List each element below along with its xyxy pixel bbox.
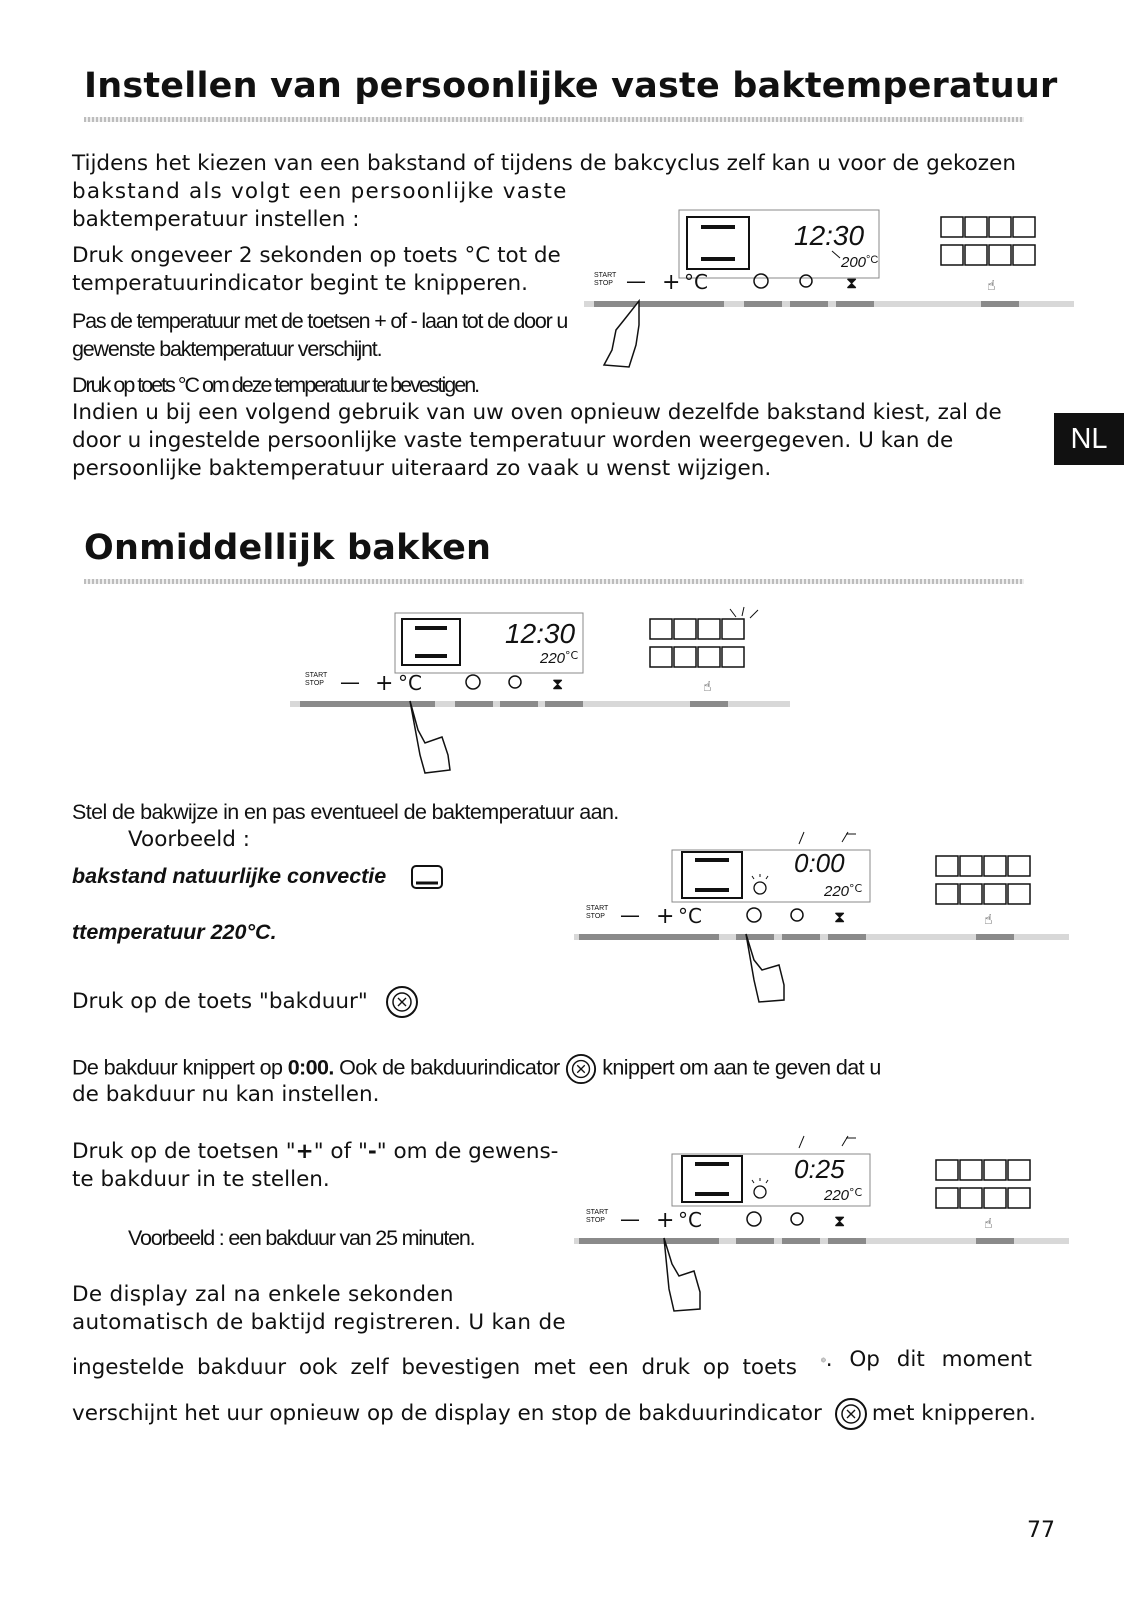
oven-mode-icon [682, 852, 742, 898]
display-4-time: 0:25 [794, 1154, 845, 1184]
example-label: Voorbeeld : [128, 827, 250, 852]
display-1-temp: 200 [841, 254, 867, 271]
oven-mode-icon [402, 619, 460, 665]
display-2-time: 12:30 [505, 618, 576, 649]
step-2-text: Pas de temperatuur met de toetsen + of - laan tot de door u gewenste baktemperatuur verschijnt. [72, 309, 568, 361]
press-duration-text: Druk op de toets "bakduur" [72, 985, 419, 1019]
intro-line-3: baktemperatuur instellen : [72, 207, 360, 232]
step-3-text: Druk op toets °C om deze temperatuur te bevestigen. [72, 373, 479, 397]
svg-text:+: + [656, 1208, 675, 1233]
key-labels-1 [594, 269, 996, 295]
display-3-time: 0:00 [794, 848, 845, 878]
outro-text: Indien u bij een volgend gebruik van uw oven opnieuw dezelfde bakstand kiest, zal de door u ingestelde persoonlijke vaste temperatuur worden weergegeven. U kan de persoonlijke baktemperatuur uiteraard zo vaak u wenst wijzigen. [72, 400, 1002, 481]
example-mode: bakstand natuurlijke convectie [72, 862, 446, 892]
blink-bold-value: 0:00. [287, 1055, 334, 1080]
example-25-minutes: Voorbeeld : een bakduur van 25 minuten. [128, 1226, 475, 1250]
set-mode-instruction: Stel de bakwijze in en pas eventueel de baktemperatuur aan. [72, 800, 619, 824]
svg-text:⧗: ⧗ [846, 273, 858, 292]
confirm-line-1: ingestelde bakduur ook zelf bevestigen met een druk op toets . Op dit moment [72, 1350, 1032, 1386]
svg-text:°C: °C [398, 671, 422, 695]
svg-text:STOP: STOP [594, 280, 613, 287]
pointing-hand-icon [410, 701, 450, 773]
svg-text:☝: ☝ [984, 1216, 993, 1232]
svg-text:START: START [586, 1209, 609, 1216]
pointing-hand-icon [746, 934, 784, 1002]
language-badge: NL [1054, 413, 1124, 465]
display-3 [672, 832, 870, 902]
function-icons-4 [936, 1160, 1030, 1208]
oven-mode-icon [682, 1156, 742, 1202]
key-labels-3 [586, 903, 993, 929]
display-1-time: 12:30 [794, 220, 865, 251]
key-labels-4 [586, 1207, 993, 1233]
svg-text:⧗: ⧗ [834, 1211, 846, 1230]
svg-text:+: + [375, 671, 394, 696]
svg-text:—: — [620, 903, 640, 927]
function-icons-2 [650, 607, 758, 667]
display-1-unit: °C [866, 254, 879, 266]
plus-minus-text: Druk op de toetsen "+" of "-" om de gewens- [72, 1139, 559, 1164]
minus-key-label: — [626, 269, 646, 293]
duration-indicator-icon [752, 874, 768, 894]
display-1 [679, 210, 879, 278]
svg-text:+: + [656, 904, 675, 929]
display-2-temp: 220 [540, 650, 566, 667]
auto-register-line-1: De display zal na enkele sekonden [72, 1282, 454, 1307]
page-number: 77 [1027, 1518, 1055, 1543]
control-panel-1 [584, 205, 1074, 375]
step-1-text: Druk ongeveer 2 sekonden op toets °C tot de temperatuurindicator begint te knipperen. [72, 243, 561, 296]
function-icons-3 [936, 856, 1030, 904]
plus-key-label: + [662, 270, 681, 295]
svg-text:STOP: STOP [305, 680, 324, 687]
duration-indicator-icon [565, 1053, 597, 1085]
control-panel-3 [574, 830, 1074, 1015]
svg-text:START: START [305, 672, 328, 679]
intro-line-2: bakstand als volgt een persoonlijke vaste [72, 179, 568, 204]
display-4-unit: °C [849, 1186, 863, 1199]
display-4 [672, 1136, 870, 1206]
section-title-personal-temp: Instellen van persoonlijke vaste baktemperatuur [84, 66, 1058, 106]
svg-text:—: — [620, 1207, 640, 1231]
svg-text:☝: ☝ [987, 278, 996, 294]
oven-mode-icon [687, 217, 749, 269]
display-2-unit: °C [565, 649, 579, 662]
convection-mode-icon [410, 862, 446, 892]
svg-text:☝: ☝ [703, 679, 712, 695]
start-stop-label: START [594, 272, 617, 279]
pointing-hand-icon [604, 301, 639, 367]
title-rule-2 [84, 579, 1024, 584]
pointing-hand-icon [664, 1238, 700, 1311]
svg-text:STOP: STOP [586, 1217, 605, 1224]
svg-text:☝: ☝ [984, 912, 993, 928]
duration-indicator-icon [834, 1397, 868, 1431]
svg-text:⧗: ⧗ [834, 907, 846, 926]
title-rule [84, 117, 1024, 122]
blink-text: De bakduur knippert op 0:00. Ook de bakduurindicator knippert om aan te geven dat u [72, 1053, 1052, 1085]
plus-minus-line-2: te bakduur in te stellen. [72, 1167, 330, 1192]
display-4-temp: 220 [824, 1187, 850, 1204]
example-temperature: ttemperatuur 220°C. [72, 920, 277, 944]
svg-text:°C: °C [678, 1208, 702, 1232]
display-3-temp: 220 [824, 883, 850, 900]
blink-line-2: de bakduur nu kan instellen. [72, 1082, 380, 1107]
intro-line-1: Tijdens het kiezen van een bakstand of tijdens de bakcyclus zelf kan u voor de gekozen [72, 151, 1016, 176]
svg-text:⧗: ⧗ [552, 674, 564, 693]
svg-text:STOP: STOP [586, 913, 605, 920]
section-title-immediate-baking: Onmiddellijk bakken [84, 528, 492, 568]
svg-text:START: START [586, 905, 609, 912]
control-panel-2 [290, 605, 810, 775]
key-labels-2 [305, 670, 712, 696]
display-3-unit: °C [849, 882, 863, 895]
auto-register-line-2: automatisch de baktijd registreren. U kan de [72, 1310, 566, 1335]
duration-indicator-icon [752, 1178, 768, 1198]
function-icons-1 [941, 217, 1035, 265]
svg-text:—: — [340, 670, 360, 694]
display-2 [395, 613, 583, 673]
celsius-key-label: °C [684, 270, 708, 294]
control-panel-4 [574, 1134, 1074, 1324]
duration-key-icon [385, 985, 419, 1019]
confirm-line-2: verschijnt het uur opnieuw op de display en stop de bakduurindicator met knipperen. [72, 1397, 1036, 1431]
svg-text:°C: °C [678, 904, 702, 928]
